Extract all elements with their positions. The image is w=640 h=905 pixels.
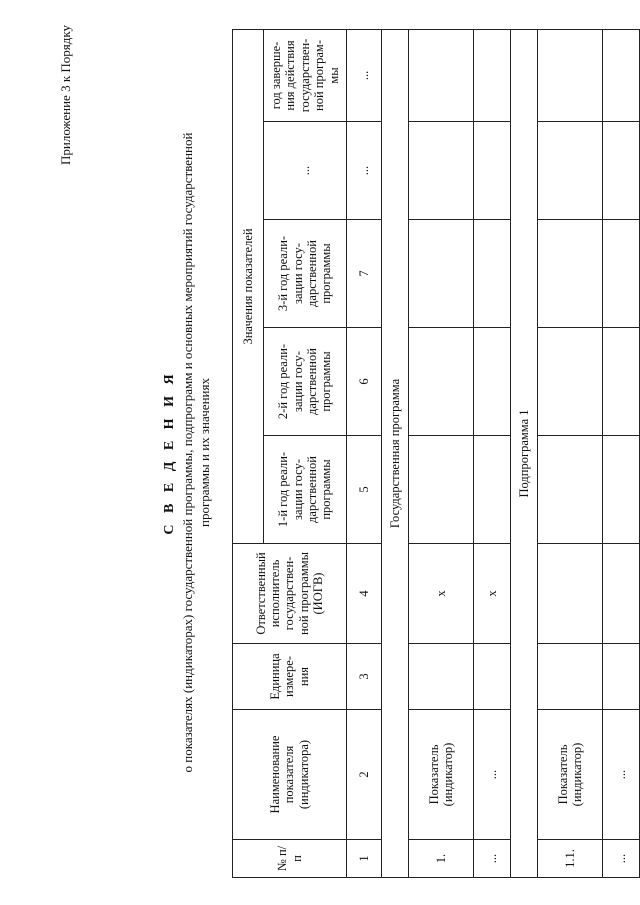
column-number: 7: [347, 220, 382, 328]
column-number: 5: [347, 436, 382, 544]
document-title: С В Е Д Е Н И Я: [162, 370, 177, 535]
row-unit: [409, 644, 474, 710]
column-number: ...: [347, 29, 382, 121]
row-mark: x: [474, 544, 511, 644]
section-title: Подпрограмма 1: [511, 29, 538, 877]
column-number: 2: [347, 710, 382, 840]
column-number: ...: [347, 122, 382, 220]
row-name: Показатель (индикатор): [409, 710, 474, 840]
section-row: [511, 29, 538, 877]
header-unit: Единица измере-ния: [233, 644, 347, 710]
header-year1: 1-й год реали-зации госу-дарственной программы: [264, 436, 347, 544]
header-year3: 3-й год реали-зации госу-дарственной программы: [264, 220, 347, 328]
row-num: 1.1.: [538, 840, 603, 878]
header-values: Значения показателей: [233, 29, 264, 543]
section-title: Государственная программа: [382, 29, 409, 877]
row-name: ...: [474, 710, 511, 840]
header-name: Наименование показателя (индикатора): [233, 710, 347, 840]
header-row: [233, 29, 264, 877]
column-number: 4: [347, 544, 382, 644]
column-number: 3: [347, 644, 382, 710]
header-dots: ...: [264, 122, 347, 220]
row-num: ...: [474, 840, 511, 878]
row-name: Показатель (индикатор): [538, 710, 603, 840]
column-number: 6: [347, 328, 382, 436]
document-subtitle-line2: программы и их значениях: [197, 378, 212, 527]
header-final-year: год заверше-ния действия государствен-ной програм-мы: [264, 29, 347, 121]
row-num: 1.: [409, 840, 474, 878]
table-row: [538, 29, 603, 877]
row-unit: [474, 644, 511, 710]
header-year2: 2-й год реали-зации госу-дарственной программы: [264, 328, 347, 436]
column-number: 1: [347, 840, 382, 878]
header-responsible: Ответственный исполнитель государствен-ной программы (ИОГВ): [233, 544, 347, 644]
section-row: [382, 29, 409, 877]
row-num: ...: [603, 840, 640, 878]
indicators-table: [232, 29, 640, 878]
table-row: [603, 29, 640, 877]
appendix-label: Приложение 3 к Порядку: [58, 25, 73, 165]
table-row: [474, 29, 511, 877]
column-number-row: [347, 29, 382, 877]
document-subtitle-line1: о показателях (индикаторах) государственной программы, подпрограмм и основных мероприятий государственной: [180, 132, 195, 773]
row-mark: x: [409, 544, 474, 644]
table-row: [409, 29, 474, 877]
header-num: № п/п: [233, 840, 347, 878]
row-name: ...: [603, 710, 640, 840]
